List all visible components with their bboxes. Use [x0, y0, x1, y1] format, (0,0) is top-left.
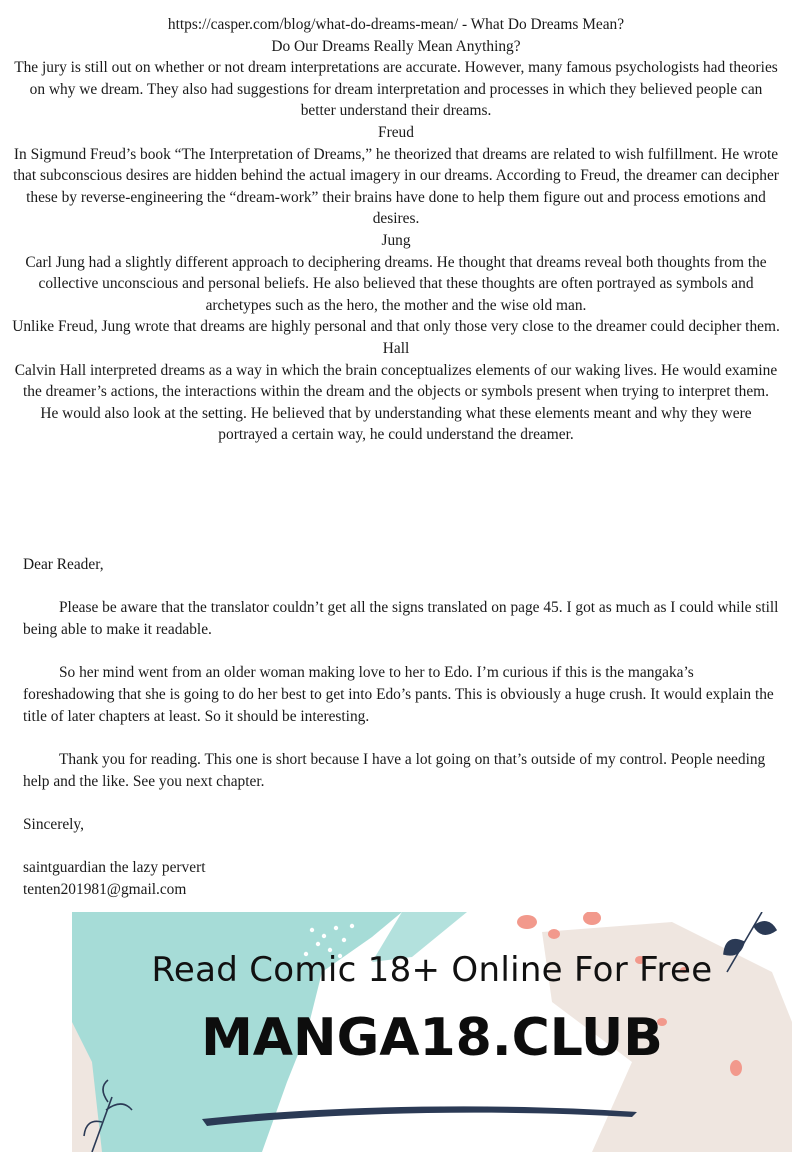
translator-letter [23, 554, 779, 901]
letter-paragraph-1: Please be aware that the translator couldn’t get all the signs translated on page 45. I got as much as I could while still being able to make it readable. [23, 599, 779, 638]
article-heading: Do Our Dreams Really Mean Anything? [271, 37, 521, 55]
freud-heading: Freud [378, 123, 414, 141]
hall-paragraph-2: He would also look at the setting. He believed that by understanding what these elements meant and why they were portrayed a certain way, he could understand the dreamer. [40, 404, 752, 444]
letter-closing: Sincerely, [23, 816, 84, 833]
banner-site-name[interactable]: MANGA18.CLUB [201, 1008, 663, 1068]
intro-paragraph: The jury is still out on whether or not dream interpretations are accurate. However, many famous psychologists had theories on why we dream. They also had suggestions for dream interpretation and processes in which they believed people can better understand their dreams. [14, 59, 778, 120]
letter-greeting: Dear Reader, [23, 556, 104, 573]
letter-paragraph-2: So her mind went from an older woman making love to her to Edo. I’m curious if this is the mangaka’s foreshadowing that she is going to do her best to get into Edo’s pants. This is obviously a huge crush. It would explain the title of later chapters at least. So it should be interesting. [23, 664, 774, 725]
source-line: https://casper.com/blog/what-do-dreams-mean/ - What Do Dreams Mean? [167, 16, 625, 33]
article-text [12, 14, 780, 446]
jung-heading: Jung [381, 231, 411, 249]
hall-heading: Hall [382, 339, 410, 357]
letter-email: tenten201981@gmail.com [23, 881, 187, 898]
letter-paragraph-3: Thank you for reading. This one is short because I have a lot going on that’s outside of my control. People needing help and the like. See you next chapter. [23, 751, 766, 790]
hall-paragraph-1: Calvin Hall interpreted dreams as a way in which the brain conceptualizes elements of our waking lives. He would examine the dreamer’s actions, the interactions within the dream and the objects or symbols present when trying to interpret them. [14, 361, 778, 401]
jung-paragraph-2: Unlike Freud, Jung wrote that dreams are highly personal and that only those very close to the dreamer could decipher them. [12, 318, 780, 336]
freud-paragraph: In Sigmund Freud’s book “The Interpretation of Dreams,” he theorized that dreams are related to wish fulfillment. He wrote that subconscious desires are hidden behind the actual imagery in our dreams. According to Freud, the dreamer can decipher these by reverse-engineering the “dream-work” their brains have done to help them figure out and process emotions and desires. [13, 145, 779, 228]
letter-signature: saintguardian the lazy pervert [23, 859, 206, 876]
banner-tagline: Read Comic 18+ Online For Free [151, 950, 713, 990]
promo-banner[interactable] [72, 912, 792, 1152]
jung-paragraph-1: Carl Jung had a slightly different approach to deciphering dreams. He thought that dreams reveal both thoughts from the collective unconscious and personal beliefs. He also believed that these thoughts are often portrayed as symbols and archetypes such as the hero, the mother and the wise old man. [25, 253, 767, 314]
